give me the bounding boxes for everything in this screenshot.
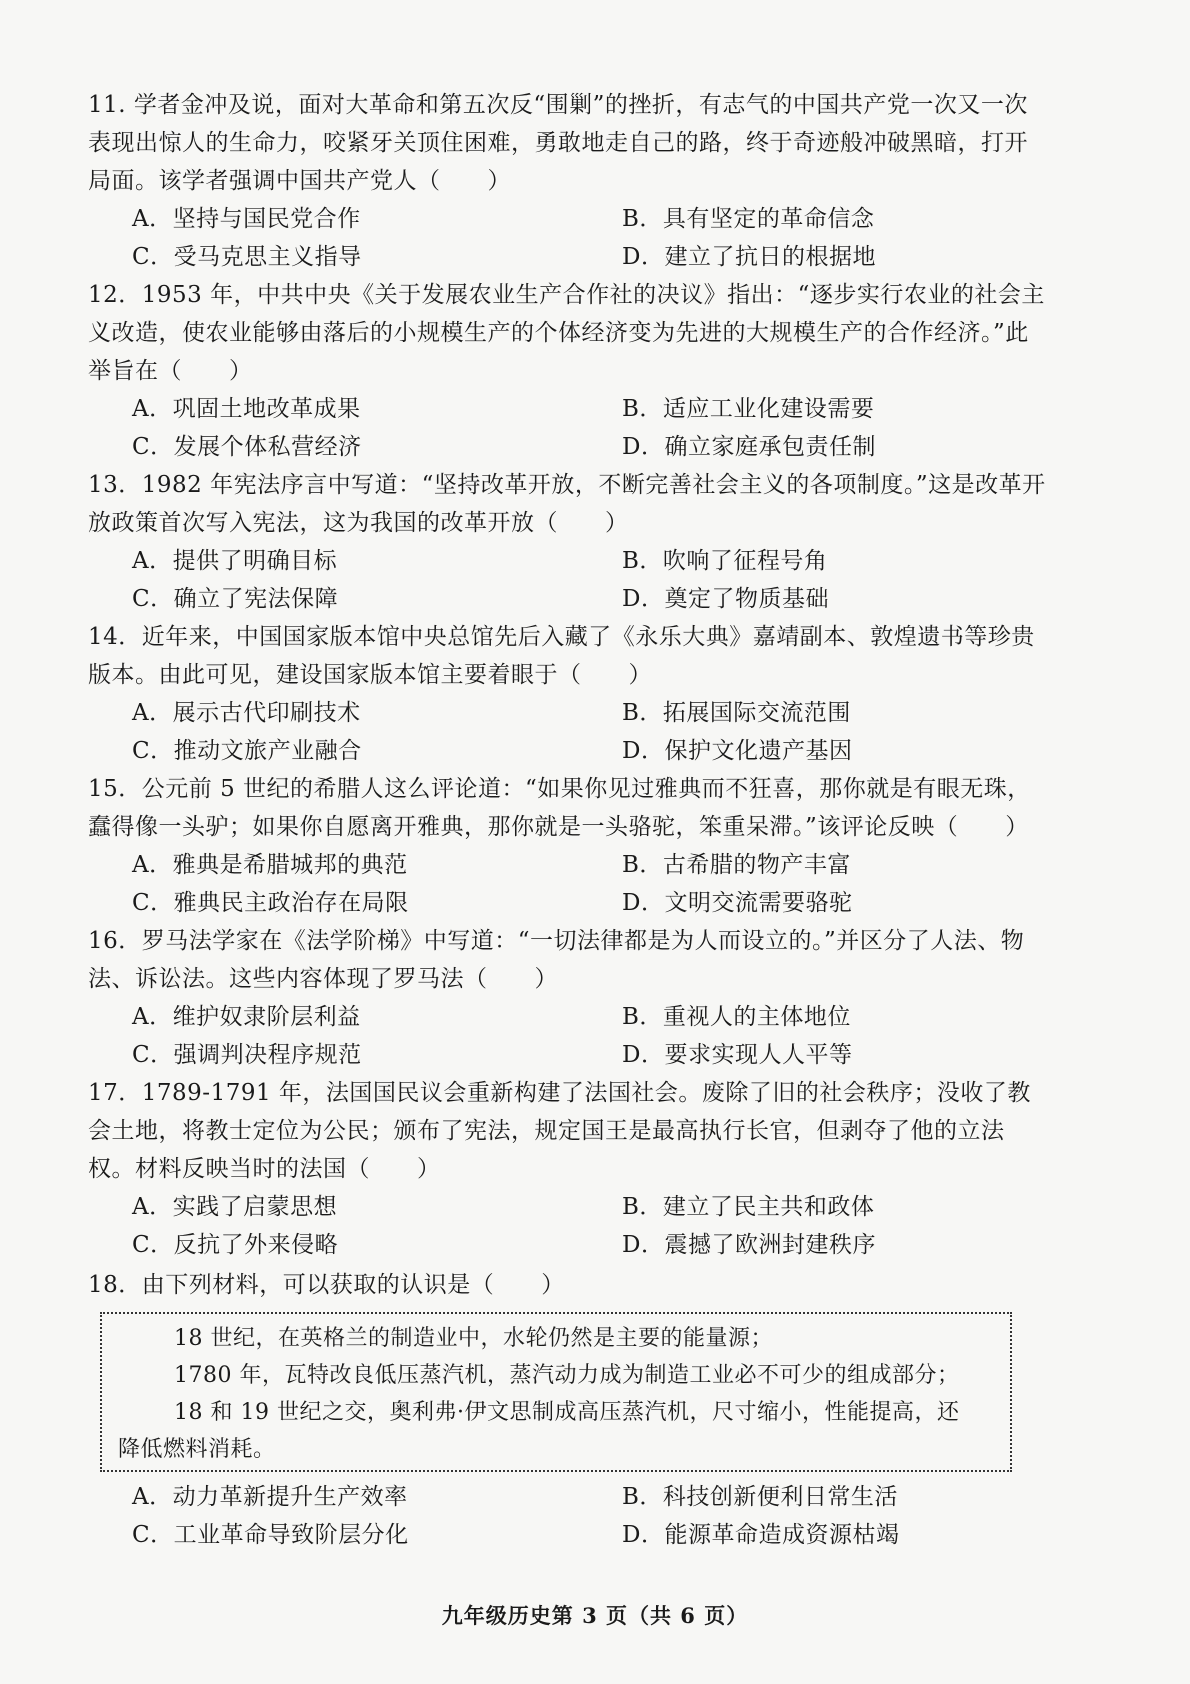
material-line: 1780 年，瓦特改良低压蒸汽机，蒸汽动力成为制造工业必不可少的组成部分； xyxy=(174,1363,960,1388)
question-stem: 15．公元前 5 世纪的希腊人这么评论道：“如果你见过雅典而不狂喜，那你就是有眼无珠，蠢得像一头驴；如果你自愿离开雅典，那你就是一头骆驼，笨重呆滞。”该评论反映（ ） xyxy=(88,776,1031,840)
option-b: B．科技创新便利日常生活 xyxy=(622,1484,898,1510)
question-stem: 13．1982 年宪法序言中写道：“坚持改革开放，不断完善社会主义的各项制度。”这是改革开放政策首次写入宪法，这为我国的改革开放（ ） xyxy=(88,472,1046,536)
option-b: B．吹响了征程号角 xyxy=(622,548,828,574)
question-11 xyxy=(88,86,1048,276)
options xyxy=(132,1188,1048,1264)
material-line: 18 世纪，在英格兰的制造业中，水轮仍然是主要的能量源； xyxy=(174,1326,773,1351)
options xyxy=(132,846,1048,922)
question-stem: 14．近年来，中国国家版本馆中央总馆先后入藏了《永乐大典》嘉靖副本、敦煌遗书等珍贵版本。由此可见，建设国家版本馆主要着眼于（ ） xyxy=(88,624,1035,688)
question-14 xyxy=(88,618,1048,770)
option-b: B．古希腊的物产丰富 xyxy=(622,852,851,878)
option-c: C．推动文旅产业融合 xyxy=(132,738,362,764)
material-box xyxy=(100,1312,1012,1472)
option-d: D．建立了抗日的根据地 xyxy=(622,244,876,270)
option-c: C．雅典民主政治存在局限 xyxy=(132,890,409,916)
option-a: A．实践了启蒙思想 xyxy=(132,1194,338,1220)
question-15 xyxy=(88,770,1048,922)
options xyxy=(132,998,1048,1074)
option-d: D．震撼了欧洲封建秩序 xyxy=(622,1232,876,1258)
question-18 xyxy=(88,1266,1048,1304)
option-a: A．维护奴隶阶层利益 xyxy=(132,1004,361,1030)
question-13 xyxy=(88,466,1048,618)
options xyxy=(132,390,1048,466)
option-b: B．具有坚定的革命信念 xyxy=(622,206,875,232)
option-a: A．巩固土地改革成果 xyxy=(132,396,361,422)
question-stem: 18．由下列材料，可以获取的认识是（ ） xyxy=(88,1272,565,1298)
option-d: D．保护文化遗产基因 xyxy=(622,738,853,764)
question-stem: 11. 学者金冲及说，面对大革命和第五次反“围剿”的挫折，有志气的中国共产党一次又一次表现出惊人的生命力，咬紧牙关顶住困难，勇敢地走自己的路，终于奇迹般冲破黑暗，打开局面。该学者强调中国共产党人（ ） xyxy=(88,92,1028,194)
options xyxy=(132,542,1048,618)
question-16 xyxy=(88,922,1048,1074)
option-b: B．适应工业化建设需要 xyxy=(622,396,875,422)
option-a: A．动力革新提升生产效率 xyxy=(132,1484,408,1510)
option-d: D．要求实现人人平等 xyxy=(622,1042,853,1068)
option-b: B．拓展国际交流范围 xyxy=(622,700,851,726)
question-18-options xyxy=(88,1478,1048,1554)
option-a: A．坚持与国民党合作 xyxy=(132,206,361,232)
option-d: D．能源革命造成资源枯竭 xyxy=(622,1522,900,1548)
material-line: 降低燃料消耗。 xyxy=(118,1437,276,1462)
option-c: C．发展个体私营经济 xyxy=(132,434,362,460)
option-a: A．雅典是希腊城邦的典范 xyxy=(132,852,408,878)
option-d: D．文明交流需要骆驼 xyxy=(622,890,853,916)
option-b: B．建立了民主共和政体 xyxy=(622,1194,875,1220)
option-a: A．提供了明确目标 xyxy=(132,548,338,574)
option-c: C．确立了宪法保障 xyxy=(132,586,339,612)
options xyxy=(132,200,1048,276)
options xyxy=(132,694,1048,770)
options xyxy=(132,1478,1048,1554)
option-c: C．受马克思主义指导 xyxy=(132,244,362,270)
page-footer: 九年级历史第 3 页（共 6 页） xyxy=(441,1603,749,1628)
question-12 xyxy=(88,276,1048,466)
option-b: B．重视人的主体地位 xyxy=(622,1004,851,1030)
question-stem: 17．1789-1791 年，法国国民议会重新构建了法国社会。废除了旧的社会秩序；没收了教会土地，将教士定位为公民；颁布了宪法，规定国王是最高执行长官，但剥夺了他的立法权。材料反映当时的法国（ ） xyxy=(88,1080,1031,1182)
option-a: A．展示古代印刷技术 xyxy=(132,700,361,726)
question-17 xyxy=(88,1074,1048,1264)
option-d: D．确立家庭承包责任制 xyxy=(622,434,876,460)
option-c: C．反抗了外来侵略 xyxy=(132,1232,339,1258)
option-c: C．工业革命导致阶层分化 xyxy=(132,1522,409,1548)
option-c: C．强调判决程序规范 xyxy=(132,1042,362,1068)
question-stem: 16．罗马法学家在《法学阶梯》中写道：“一切法律都是为人而设立的。”并区分了人法、物法、诉讼法。这些内容体现了罗马法（ ） xyxy=(88,928,1025,992)
option-d: D．奠定了物质基础 xyxy=(622,586,829,612)
material-line: 18 和 19 世纪之交，奥利弗·伊文思制成高压蒸汽机，尺寸缩小，性能提高，还 xyxy=(174,1400,960,1425)
question-stem: 12．1953 年，中共中央《关于发展农业生产合作社的决议》指出：“逐步实行农业的社会主义改造，使农业能够由落后的小规模生产的个体经济变为先进的大规模生产的合作经济。”此举旨在（ ） xyxy=(88,282,1045,384)
